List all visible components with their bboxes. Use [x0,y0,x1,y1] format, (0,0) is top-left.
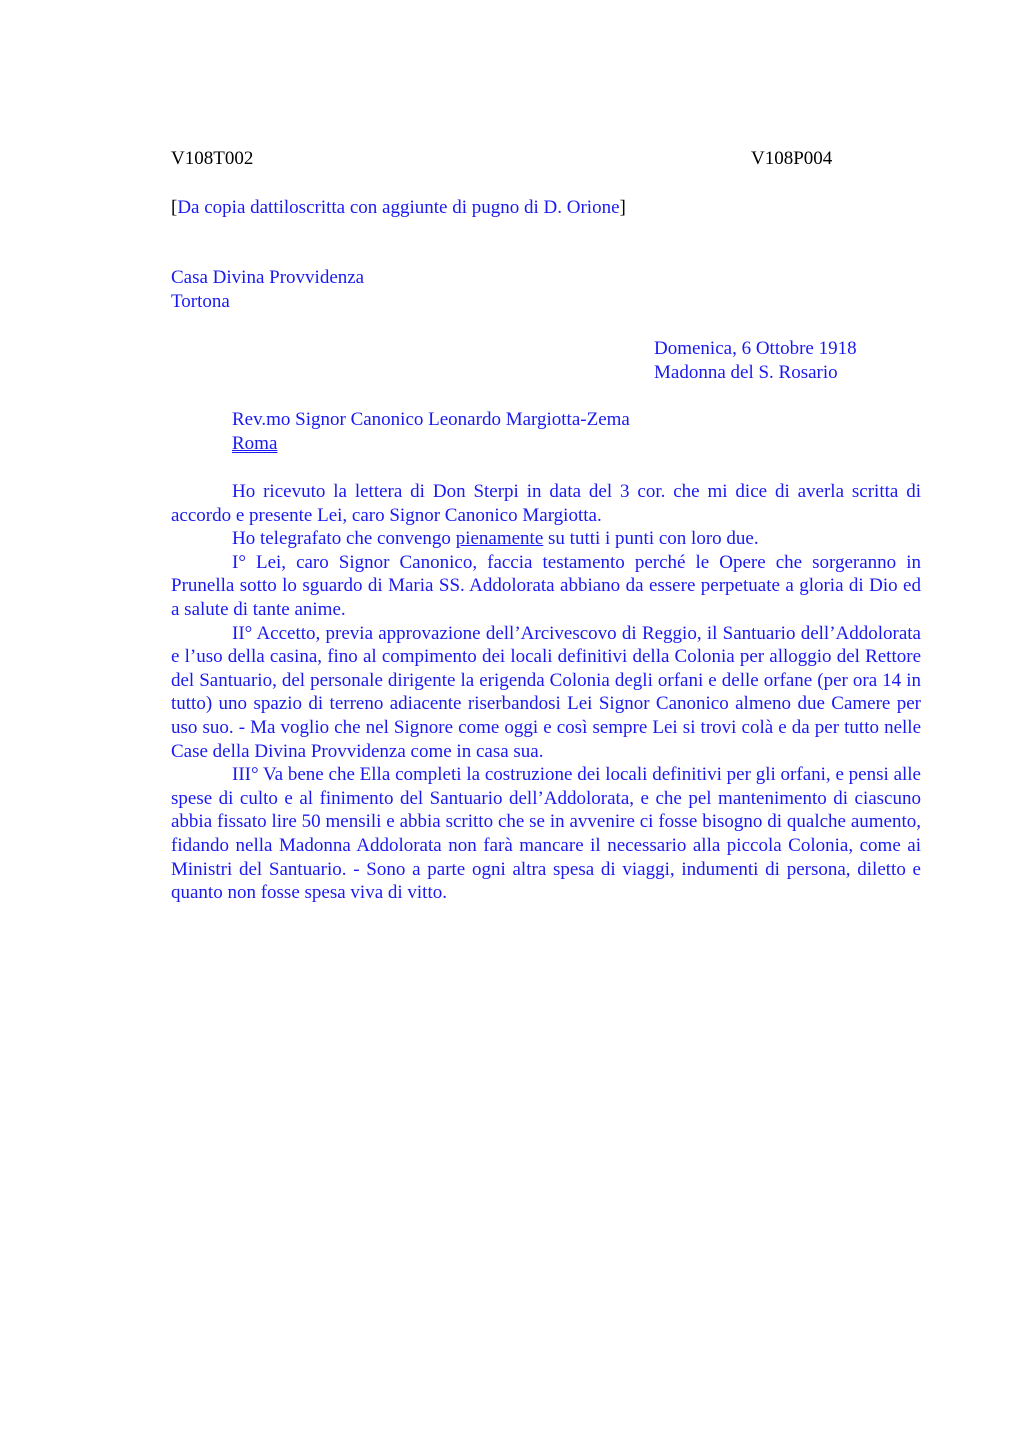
body-paragraph-2-start: Ho telegrafato che convengo [232,528,456,550]
sender-block [171,266,364,313]
note-text: Da copia dattiloscritta con aggiunte di pugno di D. Orione [177,197,620,218]
body-paragraph-3: I° Lei, caro Signor Canonico, faccia testamento perché le Opere che sorgeranno in Prunella sotto lo sguardo di Maria SS. Addolorata abbiano da essere perpetuate a gloria di Dio ed a salute di tante anime. [171,551,921,620]
document-code-left: V108T002 [171,148,254,169]
feast-day: Madonna del S. Rosario [654,361,838,383]
letter-date: Domenica, 6 Ottobre 1918 [654,338,857,359]
body-paragraph-2 [171,527,921,551]
underlined-word: pienamente [455,528,544,550]
note-open-bracket: [ [171,197,178,218]
document-code-right: V108P004 [751,148,833,169]
body-paragraph-2-end: su tutti i punti con loro due. [543,528,759,550]
date-block [654,337,857,384]
source-note [171,196,626,220]
recipient-city: Roma [232,432,278,454]
note-close-bracket: ] [619,197,626,218]
body-paragraph-5: III° Va bene che Ella completi la costruzione dei locali definitivi per gli orfani, e pensi alle spese di culto e al finimento del Santuario dell’Addolorata, e che pel mantenimento di ciascuno abbia fissato lire 50 mensili e abbia scritto che se in avvenire ci fosse bisogno di qualche aumento, fidando nella Madonna Addolorata non farà mancare il necessario alla piccola Colonia, come ai Ministri del Santuario. - Sono a parte ogni altra spesa di viaggi, indumenti di persona, diletto e quanto non fosse spesa viva di vitto. [171,764,921,904]
sender-name: Casa Divina Provvidenza [171,267,365,288]
recipient-name: Rev.mo Signor Canonico Leonardo Margiotta-Zema [232,409,630,430]
letter-body [171,480,921,905]
body-paragraph-4: II° Accetto, previa approvazione dell’Arcivescovo di Reggio, il Santuario dell’Addolorata e l’uso della casina, fino al compimento dei locali definitivi della Colonia per alloggio del Rettore del Santuario, del personale dirigente la erigenda Colonia degli orfani e delle orfane (per ora 14 in tutto) uno spazio di terreno adiacente riserbandosi Lei Signor Canonico almeno due Camere per uso suo. - Ma voglio che nel Signore come oggi e così sempre Lei si trovi colà e da per tutto nelle Case della Divina Provvidenza come in casa sua. [171,622,921,762]
recipient-block [232,408,630,455]
sender-city: Tortona [171,290,230,312]
body-paragraph-1: Ho ricevuto la lettera di Don Sterpi in data del 3 cor. che mi dice di averla scritta di accordo e presente Lei, caro Signor Canonico Margiotta. [171,481,921,526]
